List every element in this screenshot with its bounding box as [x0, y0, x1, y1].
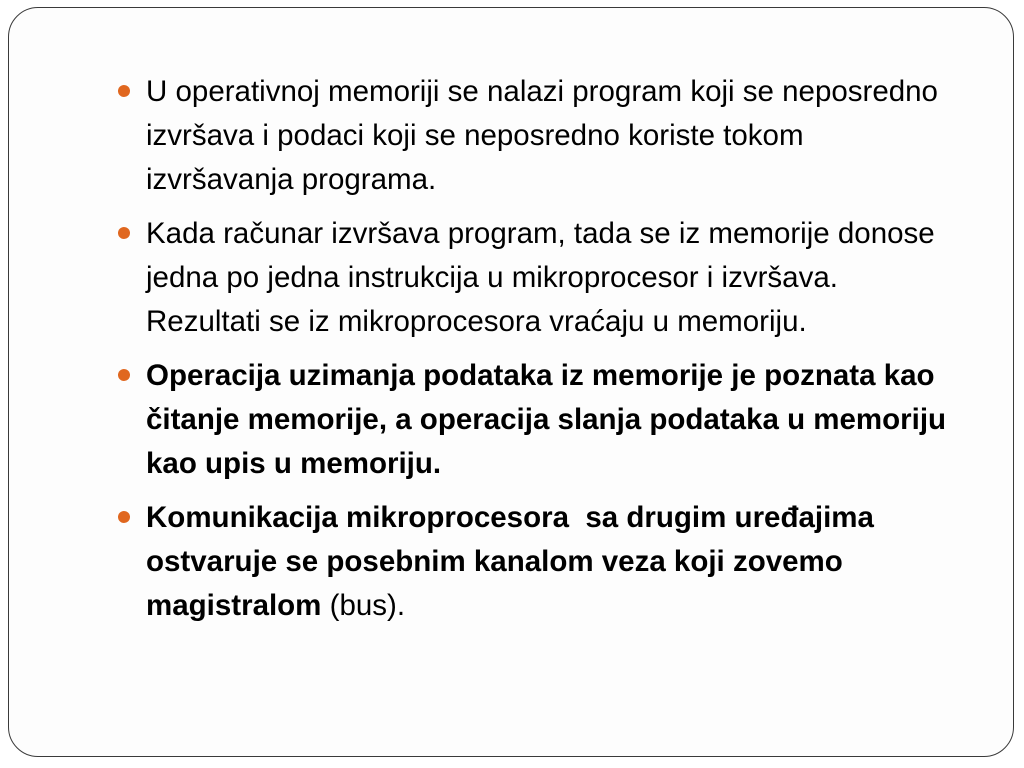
bullet-item [118, 70, 948, 202]
bullet-item [118, 354, 948, 486]
bullet-text: Kada računar izvršava program, tada se iz memorije donose jedna po jedna instrukcija u mikroprocesor i izvršava. Rezultati se iz mikroprocesora vraćaju u memoriju. [146, 217, 935, 338]
bullet-dot-icon [118, 85, 130, 97]
bullet-dot-icon [118, 511, 130, 523]
bullet-item [118, 212, 948, 344]
bullet-text-normal: (bus). [321, 589, 406, 622]
bullet-item [118, 496, 948, 628]
bullet-text-bold: Komunikacija mikroprocesora sa drugim uređajima ostvaruje se posebnim kanalom veza koji zovemo magistralom [146, 501, 883, 622]
bullet-text: U operativnoj memoriji se nalazi program koji se neposredno izvršava i podaci koji se neposredno koriste tokom izvršavanja programa. [146, 75, 938, 196]
bullet-text: Operacija uzimanja podataka iz memorije je poznata kao čitanje memorije, a operacija slanja podataka u memoriju kao upis u memoriju. [146, 359, 947, 480]
bullet-list [118, 70, 948, 638]
bullet-dot-icon [118, 369, 130, 381]
bullet-dot-icon [118, 227, 130, 239]
